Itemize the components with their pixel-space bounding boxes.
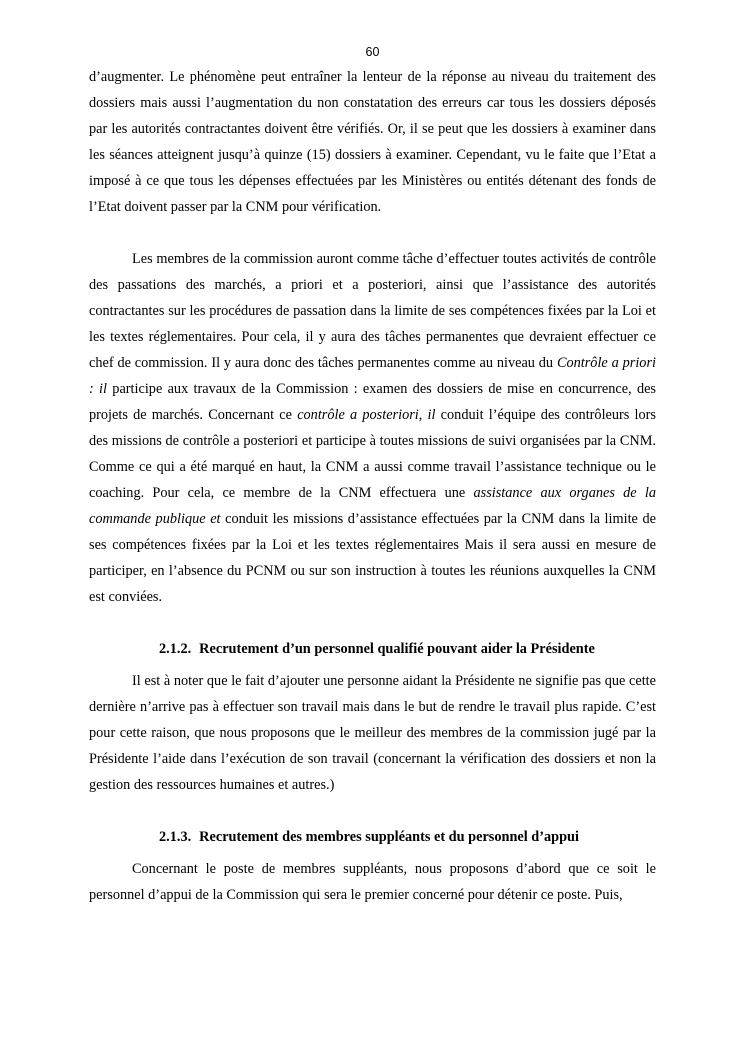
section-title: Recrutement des membres suppléants et du personnel d’appui xyxy=(199,829,579,845)
section-heading-2-1-2 xyxy=(89,636,656,662)
paragraph-section-2-1-2: Il est à noter que le fait d’ajouter une personne aidant la Présidente ne signifie pas que cette dernière n’arrive pas à effectuer son travail mais dans le but de rendre le travail plus rapide. C’est pour cette raison, que nous proposons que le meilleur des membres de la commission jugé par la Présidente l’aide dans l’exécution de son travail (concernant la vérification des dossiers et non la gestion des ressources humaines et autres.) xyxy=(89,673,656,793)
section-number: 2.1.3. xyxy=(159,829,192,845)
italic-controle-a-posteriori: contrôle a posteriori, il xyxy=(297,407,436,423)
section-heading-2-1-3 xyxy=(89,824,656,850)
paragraph-commission-members xyxy=(89,246,656,610)
paragraph-text-4: conduit les missions d’assistance effectuées par la CNM dans la limite de ses compétences fixées par la Loi et les textes réglementaires Mais il sera aussi en mesure de participer, en l’absence du PCNM ou sur son instruction à toutes les réunions auxquelles la CNM est conviées. xyxy=(89,511,656,605)
page-number: 60 xyxy=(365,45,380,59)
page-content xyxy=(89,64,656,908)
paragraph-text-1: Les membres de la commission auront comme tâche d’effectuer toutes activités de contrôle des passations des marchés, a priori et a posteriori, ainsi que l’assistance des autorités contractantes sur les procédures de passation dans la limite de ses compétences fixées par la Loi et les textes réglementaires. Pour cela, il y aura des tâches permanentes que devraient effectuer ce chef de commission. Il y aura donc des tâches permanentes comme au niveau du xyxy=(89,251,656,371)
paragraph-section-2-1-3: Concernant le poste de membres suppléants, nous proposons d’abord que ce soit le personnel d’appui de la Commission qui sera le premier concerné pour détenir ce poste. Puis, xyxy=(89,861,656,903)
section-title: Recrutement d’un personnel qualifié pouvant aider la Présidente xyxy=(199,641,595,657)
paragraph-text-2: participe aux travaux de la Commission : examen des dossiers de mise en concurrence, des projets de marchés. Concernant ce xyxy=(89,381,656,423)
paragraph-continuation: d’augmenter. Le phénomène peut entraîner la lenteur de la réponse au niveau du traitement des dossiers mais aussi l’augmentation du non constatation des erreurs car tous les dossiers déposés par les autorités contractantes doivent être vérifiés. Or, il se peut que les dossiers à examiner dans les séances atteignent jusqu’à quinze (15) dossiers à examiner. Cependant, vu le faite que l’Etat a imposé à ce que tous les dépenses effectuées par les Ministères ou entités détenant des fonds de l’Etat doivent passer par la CNM pour vérification. xyxy=(89,69,656,215)
paragraph-text-3: conduit l’équipe des contrôleurs lors des missions de contrôle a posteriori et participe à toutes missions de suivi organisées par la CNM. Comme ce qui a été marqué en haut, la CNM a aussi comme travail l’assistance technique ou le coaching. Pour cela, ce membre de la CNM effectuera une xyxy=(89,407,657,501)
section-number: 2.1.2. xyxy=(159,641,192,657)
italic-controle-a-priori: Contrôle a priori : il xyxy=(89,355,656,397)
italic-assistance-organes: assistance aux organes de la commande publique et xyxy=(89,485,656,527)
